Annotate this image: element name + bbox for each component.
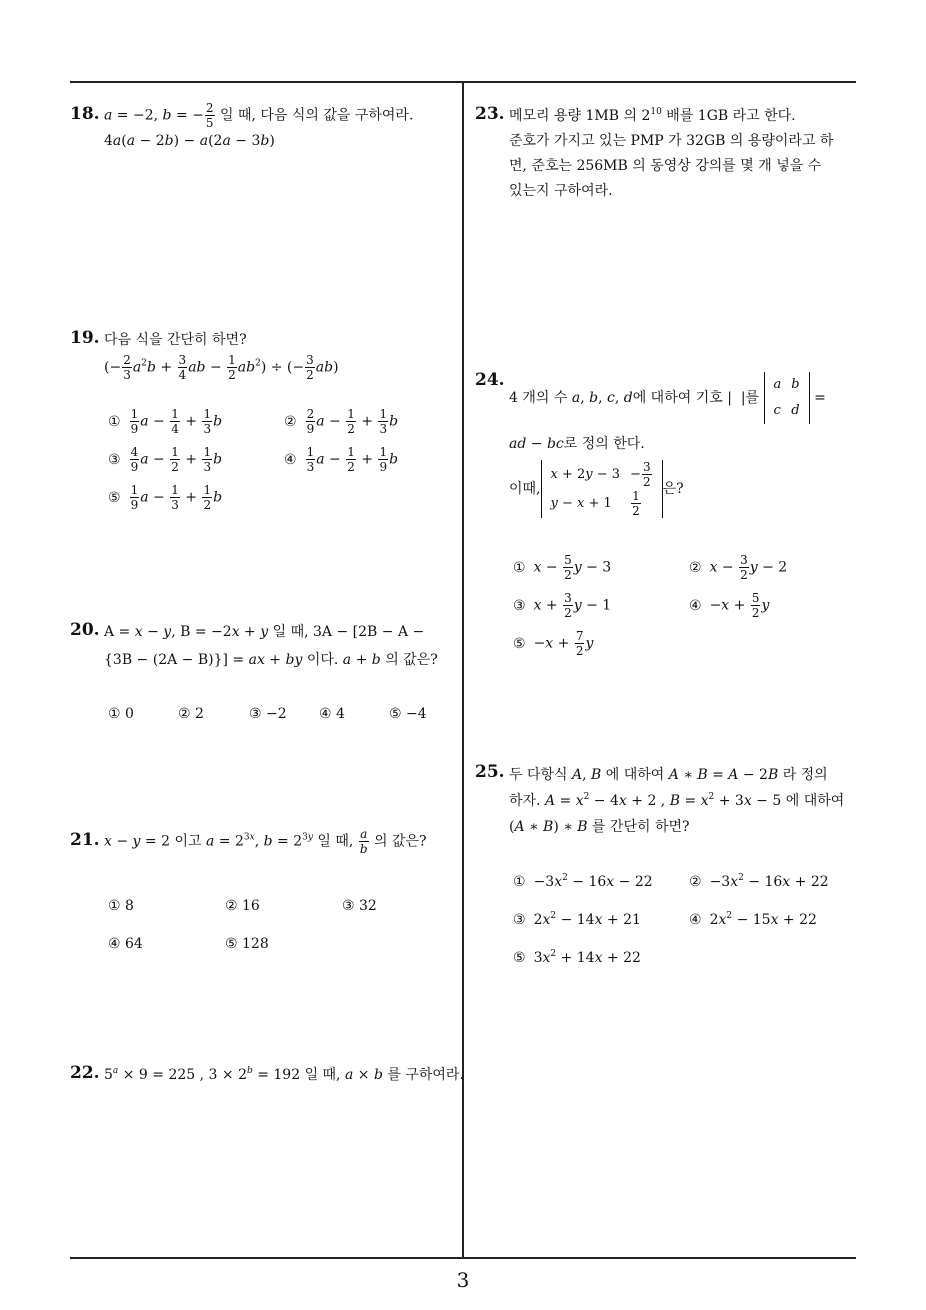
choice-4[interactable]: ④ −x + $\frac{5}{2}$ y [689,591,770,620]
bottom-rule [70,1257,856,1259]
problem-text: 일 때, [317,833,354,850]
problem-text: 에 대하여 기호 [632,390,723,406]
choice-2[interactable]: ② $\frac{2}{9}$ a − $\frac{1}{2}$ + $\frac{1}{3}$ b [284,407,399,436]
choice-3[interactable]: ③ $\frac{4}{9}$ a − $\frac{1}{2}$ + $\frac{1}{3}$ b [108,445,223,474]
problem-body: A = x − y, B = −2x + y 일 때, 3A − [2B − A − {3B − (2A − B)}] = ax + by 이다. a + b 의 값은? [104,624,438,668]
problem-text: 일 때, 다음 식의 값을 구하여라. [219,107,414,124]
choice-4[interactable]: ④ 4 [319,706,345,722]
choices [108,898,448,960]
choice-1[interactable]: ① $\frac{1}{9}$ a − $\frac{1}{4}$ + $\frac{1}{3}$ b [108,407,223,436]
problem-text: 의 값은? [385,652,438,668]
page-number: 3 [456,1268,470,1292]
problem-text: 다음 식을 간단히 하면? [104,332,247,348]
problem-text: 로 정의 한다. [563,436,645,452]
problem-text: 면, 준호는 256MB 의 동영상 강의를 몇 개 넣을 수 [509,158,822,174]
choice-5[interactable]: ⑤ $3x^2 + 14x + 22$ [513,949,641,966]
choice-3[interactable]: ③ 32 [342,898,377,914]
choice-2[interactable]: ② 16 [225,898,260,914]
problem-text: 라 정의 [782,767,828,783]
problem-body: 메모리 용량 1MB 의 $2^{10}$ 배를 1GB 라고 한다. 준호가 가지고 있는 PMP 가 32GB 의 용량이라고 하 면, 준호는 256MB 의 동영상 강의를 몇 개 넣을 수 있는지 구하여라. [509,104,859,204]
problem-text: 메모리 용량 1MB 의 [509,108,638,124]
choice-2[interactable]: ② $-3x^2 - 16x + 22$ [689,873,829,890]
choice-5[interactable]: ⑤ 128 [225,936,269,952]
problem-21 [70,827,455,960]
problem-number: 25. [475,762,505,782]
problem-text: 이고 [174,833,202,850]
problem-text: 은? [662,481,684,497]
problem-number: 19. [70,328,100,348]
choice-4[interactable]: ④ $2x^2 - 15x + 22$ [689,911,817,928]
problem-body [104,328,450,381]
problem-text: 를 [745,390,760,406]
problem-body: 두 다항식 A, B 에 대하여 A ∗ B = A − 2B 라 정의 하자. $A = x^2 - 4x + 2$ , $B = x^2 + 3x - 5$ 에 대하여 (A ∗ B) ∗ B 를 간단히 하면? [509,767,845,835]
problem-number: 23. [475,104,505,124]
determinant-symbol: a b c d [764,372,810,424]
choices [513,874,858,978]
choice-1[interactable]: ① 0 [108,706,134,722]
problem-number: 22. [70,1063,100,1083]
choice-1[interactable]: ① 8 [108,898,134,914]
problem-text: 배를 1GB 라고 한다. [666,108,796,124]
choice-5[interactable]: ⑤ $\frac{1}{9}$ a − $\frac{1}{3}$ + $\frac{1}{2}$ b [108,483,223,512]
choices [108,706,448,730]
choice-4[interactable]: ④ $\frac{1}{3}$ a − $\frac{1}{2}$ + $\frac{1}{9}$ b [284,445,399,474]
problem-text: 에 대하여 [785,793,845,809]
choice-1[interactable]: ① $-3x^2 - 16x - 22$ [513,873,653,890]
problem-23 [475,104,859,204]
problem-number: 18. [70,104,100,124]
expression: (− $\frac{2}{3}$ $a^2b$ + $\frac{3}{4}$ ab − $\frac{1}{2}$ $ab^2$) ÷ (− $\frac{3}{2}$ ab) [104,353,339,382]
problem-text: 를 구하여라. [387,1067,464,1083]
problem-body: a = −2, b = − $\frac{2}{5}$ 일 때, 다음 식의 값을 구하여라. 4a(a − 2b) − a(2a − 3b) [104,104,450,153]
choice-2[interactable]: ② 2 [178,706,204,722]
choices [108,408,448,528]
problem-text: 이다. [306,652,339,668]
choice-3[interactable]: ③ $2x^2 - 14x + 21$ [513,911,641,928]
problem-text: 의 값은? [373,833,427,850]
choice-3[interactable]: ③ −2 [249,706,287,722]
choice-3[interactable]: ③ x + $\frac{3}{2}$ y − 1 [513,591,612,620]
problem-text: 4 개의 수 [509,390,568,406]
choice-4[interactable]: ④ 64 [108,936,143,952]
choice-2[interactable]: ② x − $\frac{3}{2}$ y − 2 [689,553,788,582]
problem-body: x − y = 2 이고 $a = 2^{3x}$, $b = 2^{3y}$ 일 때, $\frac{a}{b}$ 의 값은? [104,827,427,856]
problem-20 [70,620,455,730]
problem-number: 20. [70,620,100,640]
problem-text: 있는지 구하여라. [509,183,613,199]
problem-number: 21. [70,830,100,850]
problem-text: 두 다항식 [509,767,568,783]
choice-1[interactable]: ① x − $\frac{5}{2}$ y − 3 [513,553,612,582]
problem-number: 24. [475,370,505,390]
problem-text: 준호가 가지고 있는 PMP 가 32GB 의 용량이라고 하 [509,133,834,149]
problem-24 [475,370,860,670]
determinant-expression: x + 2y − 3 − $\frac{3}{2}$ y − x + 1 $\frac{1}{2}$ [541,460,663,518]
problem-text: 를 간단히 하면? [591,819,690,835]
choice-5[interactable]: ⑤ −4 [389,706,427,722]
problem-19 [70,328,450,528]
problem-text: 에 대하여 [605,767,665,783]
problem-text: 일 때, [304,1067,341,1083]
problem-text: 하자. [509,793,541,809]
problem-body: 4 개의 수 a, b, c, d에 대하여 기호 | |를 a b c d = ad − bc로 정의 한다. 이때, x + 2y − 3 − $\frac{3}{2}$ y − x + 1 $\frac{1}{2}$ 은? [509,370,860,518]
expression: 4a(a − 2b) − a(2a − 3b) [104,133,275,149]
problem-body: $5^a \times 9 = 225$ , $3 \times 2^b = 192$ 일 때, a × b 를 구하여라. [104,1066,464,1083]
problem-text: 이때, [509,481,541,497]
choices [513,554,853,670]
problem-18 [70,101,450,164]
problem-text: 일 때, [272,624,309,640]
problem-22 [70,1063,464,1093]
problem-25 [475,762,860,982]
choice-5[interactable]: ⑤ −x + $\frac{7}{2}$ y [513,629,594,658]
